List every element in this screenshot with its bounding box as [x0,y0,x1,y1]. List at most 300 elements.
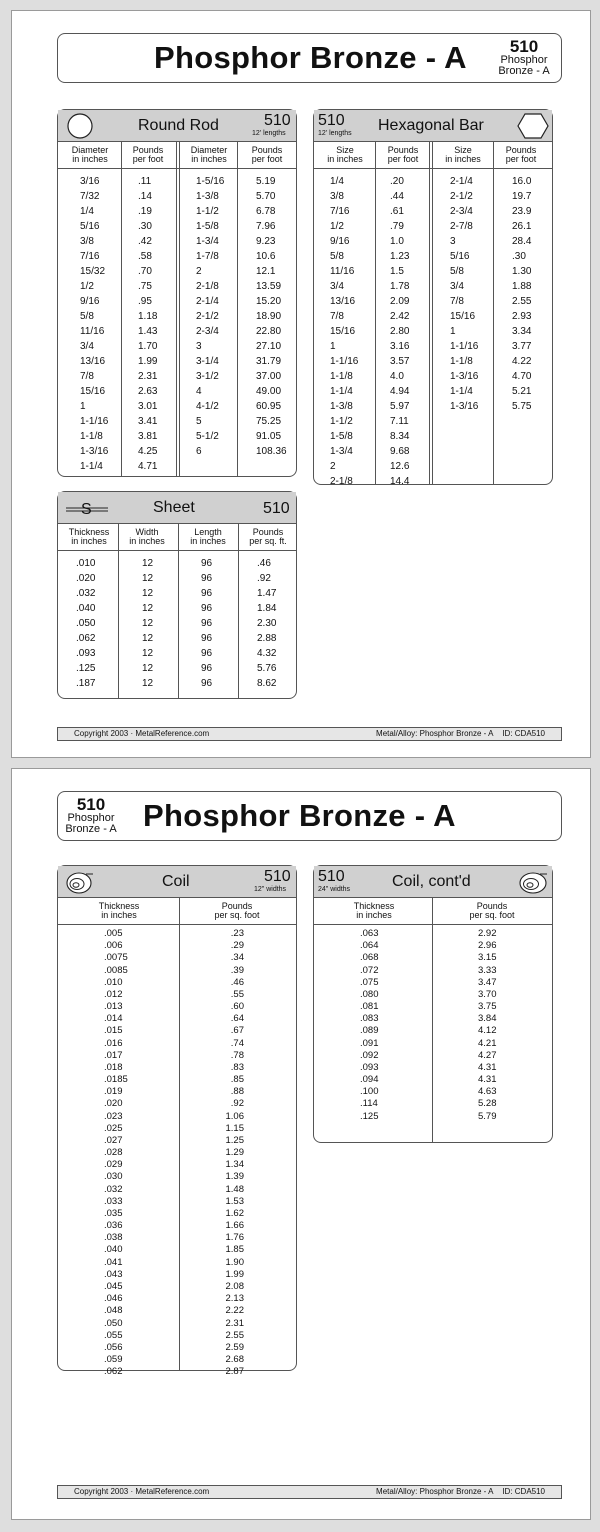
table-cell: 11/16 [80,326,105,337]
table-cell: 5-1/2 [196,431,219,442]
table-cell: 2-7/8 [450,221,473,232]
table-cell: .043 [104,1268,123,1280]
table-cell: 15/16 [450,311,476,322]
table-cell: 4.31 [478,1061,497,1073]
divider [237,142,238,476]
table-cell: .64 [230,1013,244,1025]
sheet-title: Sheet [153,499,195,516]
table-cell: 3.41 [138,416,158,427]
table-cell: .42 [138,236,152,247]
table-cell: 5.28 [478,1098,497,1110]
table-cell: .017 [104,1049,123,1061]
table-cell: 1-5/8 [196,221,219,232]
title-banner [57,791,562,841]
table-cell: 12 [142,603,154,614]
table-cell: 1.90 [225,1256,244,1268]
table-cell: 1-3/4 [196,236,219,247]
table-cell: 60.95 [256,401,282,412]
table-cell: 1/4 [330,176,344,187]
table-cell: .016 [104,1037,123,1049]
table-cell: 1.48 [225,1183,244,1195]
table-cell: .018 [104,1061,123,1073]
table-cell: 15/32 [80,266,106,277]
table-cell: 96 [201,633,213,644]
table-cell: 1.5 [390,266,404,277]
table-cell: .050 [76,618,96,629]
table-cell: 11/16 [330,266,355,277]
table-cell: 3 [196,341,202,352]
table-cell: 5.21 [512,386,532,397]
table-cell: .0075 [104,952,128,964]
table-cell: 3.16 [390,341,410,352]
table-cell: 3 [450,236,456,247]
table-cell: 1.99 [225,1268,244,1280]
hex-bar-sub: 12' lengths [318,130,352,137]
title-banner [57,33,562,83]
table-cell: 5.76 [257,663,277,674]
table-cell: 7.11 [390,416,409,427]
table-cell: .006 [104,940,123,952]
table-cell: 3.75 [478,1001,497,1013]
table-cell: .055 [104,1329,123,1341]
divider [432,898,433,1142]
table-cell: 3.47 [478,976,497,988]
table-cell: .010 [76,558,96,569]
table-cell: 2.93 [512,311,532,322]
table-cell: .114 [360,1098,378,1110]
table-cell: 1-1/16 [330,356,359,367]
table-cell: 5/8 [80,311,94,322]
table-cell: 4.71 [138,461,158,472]
table-cell: 5/16 [450,251,470,262]
table-cell: 1-1/8 [450,356,473,367]
table-cell: 4.25 [138,446,158,457]
table-cell: 96 [201,648,213,659]
sheet-length-col [201,556,212,691]
table-cell: 75.25 [256,416,282,427]
table-cell: .029 [104,1159,123,1171]
table-cell: 1.76 [225,1232,244,1244]
table-cell: .062 [104,1366,123,1378]
table-cell: .062 [76,633,96,644]
table-cell: 13/16 [80,356,106,367]
table-cell: .29 [230,940,244,952]
divider [121,142,122,476]
coil-col-heads [58,898,296,925]
round-rod-sub: 12' lengths [252,130,286,137]
table-cell: .045 [104,1280,123,1292]
table-cell: 96 [201,663,213,674]
table-cell: 4.32 [257,648,277,659]
table-cell: 1.34 [225,1159,244,1171]
coil-icon [64,869,94,895]
table-cell: .74 [230,1037,244,1049]
table-cell: 1-1/2 [196,206,219,217]
table-cell: 12 [142,618,154,629]
table-cell: 3.33 [478,964,497,976]
table-cell: .035 [104,1207,123,1219]
table-cell: .187 [76,678,96,689]
table-cell: 1.15 [225,1122,244,1134]
table-cell: .059 [104,1354,123,1366]
page-title: Phosphor Bronze - A [154,40,467,75]
col-head: Thickness in inches [98,901,140,920]
footer-alloy: Metal/Alloy: Phosphor Bronze - A [376,729,494,738]
table-cell: 12 [142,648,154,659]
hex-bar-title: Hexagonal Bar [378,117,484,134]
table-cell: .125 [76,663,96,674]
col-head: Width in inches [129,527,165,546]
table-cell: 7/16 [330,206,350,217]
table-cell: 1/2 [80,281,94,292]
table-cell: 1-3/8 [196,191,219,202]
table-cell: 2-3/4 [196,326,219,337]
table-cell: 12.1 [256,266,276,277]
alloy-tag [60,796,122,835]
coil-lb-col [220,928,244,1378]
table-cell: 2.63 [138,386,158,397]
table-cell: 1-3/16 [450,371,479,382]
table-cell: 3.01 [138,401,158,412]
table-cell: 2-1/4 [450,176,473,187]
table-cell: 2 [330,461,336,472]
table-cell: .092 [360,1049,379,1061]
round-rod-lb-col2 [256,174,287,459]
table-cell: 1.39 [225,1171,244,1183]
alloy-name-line2: Bronze - A [498,65,550,77]
hex-bar-size-col2 [450,174,478,414]
sheet-lb-col [257,556,276,691]
table-cell: .012 [104,988,123,1000]
table-cell: 16.0 [512,176,532,187]
sheet-col-heads [58,524,296,551]
table-cell: .010 [104,976,123,988]
table-cell: .036 [104,1220,123,1232]
table-cell: .44 [390,191,404,202]
coil-cont-title: Coil, cont'd [392,873,471,890]
table-cell: 96 [201,573,213,584]
coil-header [58,866,296,898]
table-cell: .70 [138,266,152,277]
table-cell: 4.27 [478,1049,497,1061]
table-cell: .091 [360,1037,379,1049]
round-rod-title: Round Rod [138,117,219,134]
table-cell: .089 [360,1025,379,1037]
table-cell: .064 [360,940,379,952]
divider [429,142,433,484]
table-cell: 9.68 [390,446,410,457]
alloy-number: 510 [76,795,106,814]
table-cell: 14.4 [390,476,410,487]
table-cell: 3/4 [450,281,464,292]
table-cell: 13.59 [256,281,282,292]
table-cell: 9/16 [330,236,350,247]
table-cell: .032 [104,1183,123,1195]
table-cell: 91.05 [256,431,282,442]
hex-bar-size-col1 [330,174,358,489]
table-cell: .58 [138,251,152,262]
table-cell: .030 [104,1171,123,1183]
table-cell: .027 [104,1134,123,1146]
table-cell: 2.30 [257,618,277,629]
alloy-number: 510 [509,37,539,56]
table-cell: .019 [104,1086,123,1098]
col-head: Pounds per sq. foot [469,901,515,920]
table-cell: 5/8 [450,266,464,277]
col-head: Diameter in inches [71,145,109,164]
table-cell: 3.34 [512,326,532,337]
table-cell: .081 [360,1001,379,1013]
table-cell: 37.00 [256,371,282,382]
divider [178,524,179,698]
table-cell: .028 [104,1147,123,1159]
alloy-name-line2: Bronze - A [65,823,117,835]
table-cell: .040 [76,603,96,614]
table-cell: .013 [104,1001,123,1013]
table-cell: .46 [230,976,244,988]
table-cell: 2.92 [478,928,497,939]
footer-id-block [376,1486,545,1498]
table-cell: 1-7/8 [196,251,219,262]
table-cell: 2-1/8 [196,281,219,292]
page-1 [11,10,591,758]
round-rod-diam-col2 [196,174,224,459]
table-cell: 3.77 [512,341,532,352]
table-cell: 1.78 [390,281,410,292]
table-cell: 1.43 [138,326,158,337]
coil-card [57,865,297,1378]
sheet-card [57,491,297,699]
table-cell: 12.6 [390,461,410,472]
table-cell: .063 [360,928,379,939]
table-cell: .0185 [104,1074,128,1086]
table-cell: 12 [142,558,154,569]
hex-bar-number: 510 [318,112,345,129]
table-cell: 4.22 [512,356,532,367]
coil-number: 510 [264,868,291,885]
table-cell: 23.9 [512,206,532,217]
table-cell: 3/4 [330,281,344,292]
alloy-name-line1: Phosphor [67,812,115,824]
table-cell: 1.29 [225,1147,244,1159]
col-head: Pounds per foot [387,145,419,164]
table-cell: 2.31 [138,371,158,382]
table-cell: .075 [360,976,379,988]
svg-text:S: S [81,501,92,518]
table-cell: .14 [138,191,152,202]
table-cell: 1-1/2 [330,416,353,427]
table-cell: 1.30 [512,266,532,277]
table-cell: 96 [201,558,213,569]
table-cell: 13/16 [330,296,356,307]
table-cell: 12 [142,633,154,644]
table-cell: 3-1/4 [196,356,219,367]
table-cell: 3.57 [390,356,410,367]
table-cell: .080 [360,988,379,1000]
footer-copyright: Copyright 2003 · MetalReference.com [74,729,210,738]
table-cell: 12 [142,663,154,674]
table-cell: .040 [104,1244,123,1256]
table-cell: 18.90 [256,311,282,322]
coil-thickness-col [104,928,128,1378]
table-cell: .92 [230,1098,244,1110]
table-cell: .11 [138,176,152,187]
table-cell: 1-1/4 [330,386,353,397]
table-cell: 2.96 [478,940,497,952]
table-cell: .100 [360,1086,379,1098]
table-cell: 22.80 [256,326,282,337]
divider [493,142,494,484]
table-cell: 4.63 [478,1086,497,1098]
table-cell: 1-5/8 [330,431,353,442]
table-cell: 1.88 [512,281,532,292]
table-cell: 1.85 [225,1244,244,1256]
table-cell: .068 [360,952,379,964]
table-cell: 2-1/8 [330,476,353,487]
table-cell: 1.18 [138,311,158,322]
round-rod-card [57,109,297,477]
table-cell: 2.80 [390,326,410,337]
table-cell: 26.1 [512,221,532,232]
col-head: Pounds per sq. foot [214,901,260,920]
table-cell: .125 [360,1110,379,1122]
table-cell: 96 [201,678,213,689]
table-cell: .050 [104,1317,123,1329]
table-cell: .020 [76,573,96,584]
hex-bar-header [314,110,552,142]
table-cell: 1.23 [390,251,410,262]
table-cell: .093 [360,1061,379,1073]
table-cell: 1-3/16 [80,446,109,457]
table-cell: .30 [138,221,152,232]
sheet-icon [64,496,110,520]
table-cell: 1-3/8 [330,401,353,412]
footer [57,727,562,741]
table-cell: .046 [104,1293,123,1305]
table-cell: .083 [360,1013,379,1025]
divider [238,524,239,698]
table-cell: .67 [230,1025,244,1037]
table-cell: 15/16 [80,386,106,397]
hex-bar-col-heads [314,142,552,169]
footer-id: ID: CDA510 [502,729,545,738]
table-cell: 7/8 [450,296,464,307]
coil-sub: 12" widths [254,886,287,893]
table-cell: 5/8 [330,251,344,262]
table-cell: 4.70 [512,371,532,382]
table-cell: .23 [230,928,244,939]
table-cell: .39 [230,964,244,976]
col-head: Pounds per foot [132,145,164,164]
table-cell: 49.00 [256,386,282,397]
footer-id: ID: CDA510 [502,1487,545,1496]
coil-cont-number: 510 [318,868,345,885]
table-cell: .041 [104,1256,123,1268]
table-cell: 1.70 [138,341,158,352]
table-cell: .072 [360,964,379,976]
table-cell: 1.53 [225,1195,244,1207]
table-cell: 3/4 [80,341,94,352]
table-cell: .60 [230,1001,244,1013]
table-cell: 3.84 [478,1013,497,1025]
table-cell: 96 [201,588,213,599]
coil-cont-thickness-col [360,928,379,1123]
table-cell: 19.7 [512,191,532,202]
divider [118,524,119,698]
table-cell: .83 [230,1061,244,1073]
round-rod-lb-col1 [138,174,157,474]
table-cell: 1.47 [257,588,277,599]
table-cell: 12 [142,678,154,689]
table-cell: 9.23 [256,236,276,247]
table-cell: 5.79 [478,1110,497,1122]
table-cell: 96 [201,618,213,629]
col-head: Pounds per foot [251,145,283,164]
table-cell: 1/2 [330,221,344,232]
table-cell: 2-1/2 [450,191,473,202]
col-head: Thickness in inches [353,901,395,920]
col-head: Length in inches [190,527,226,546]
table-cell: .094 [360,1074,379,1086]
coil-cont-lb-col [478,928,497,1123]
coil-cont-col-heads [314,898,552,925]
footer [57,1485,562,1499]
table-cell: 27.10 [256,341,282,352]
table-cell: 2.55 [512,296,532,307]
table-cell: 1 [450,326,456,337]
coil-cont-header [314,866,552,898]
table-cell: .0085 [104,964,128,976]
table-cell: 6.78 [256,206,276,217]
hex-bar-icon [517,112,549,140]
table-cell: 3.81 [138,431,158,442]
sheet-thickness-col [76,556,95,691]
table-cell: .005 [104,928,123,939]
hex-bar-lb-col2 [512,174,531,414]
table-cell: .015 [104,1025,123,1037]
col-head: Pounds per sq. ft. [249,527,287,546]
col-head: Diameter in inches [190,145,228,164]
round-rod-header [58,110,296,142]
table-cell: 1-1/16 [80,416,109,427]
table-cell: 2.13 [225,1293,244,1305]
table-cell: .55 [230,988,244,1000]
table-cell: .46 [257,558,271,569]
table-cell: 4.0 [390,371,404,382]
sheet-number: 510 [263,500,290,517]
table-cell: 2.88 [257,633,277,644]
table-cell: .92 [257,573,271,584]
table-cell: .056 [104,1341,123,1353]
alloy-name-line1: Phosphor [500,54,548,66]
table-cell: 5/16 [80,221,100,232]
table-cell: 15/16 [330,326,356,337]
table-cell: 12 [142,588,154,599]
sheet-header [58,492,296,524]
page-title: Phosphor Bronze - A [143,798,456,833]
table-cell: .95 [138,296,152,307]
table-cell: .025 [104,1122,123,1134]
table-cell: 1.06 [225,1110,244,1122]
table-cell: 1-3/4 [330,446,353,457]
table-cell: 3-1/2 [196,371,219,382]
col-head: Pounds per foot [505,145,537,164]
round-rod-number: 510 [264,112,291,129]
table-cell: .023 [104,1110,123,1122]
round-rod-diam-col1 [80,174,108,474]
table-cell: .20 [390,176,404,187]
table-cell: 7/32 [80,191,100,202]
